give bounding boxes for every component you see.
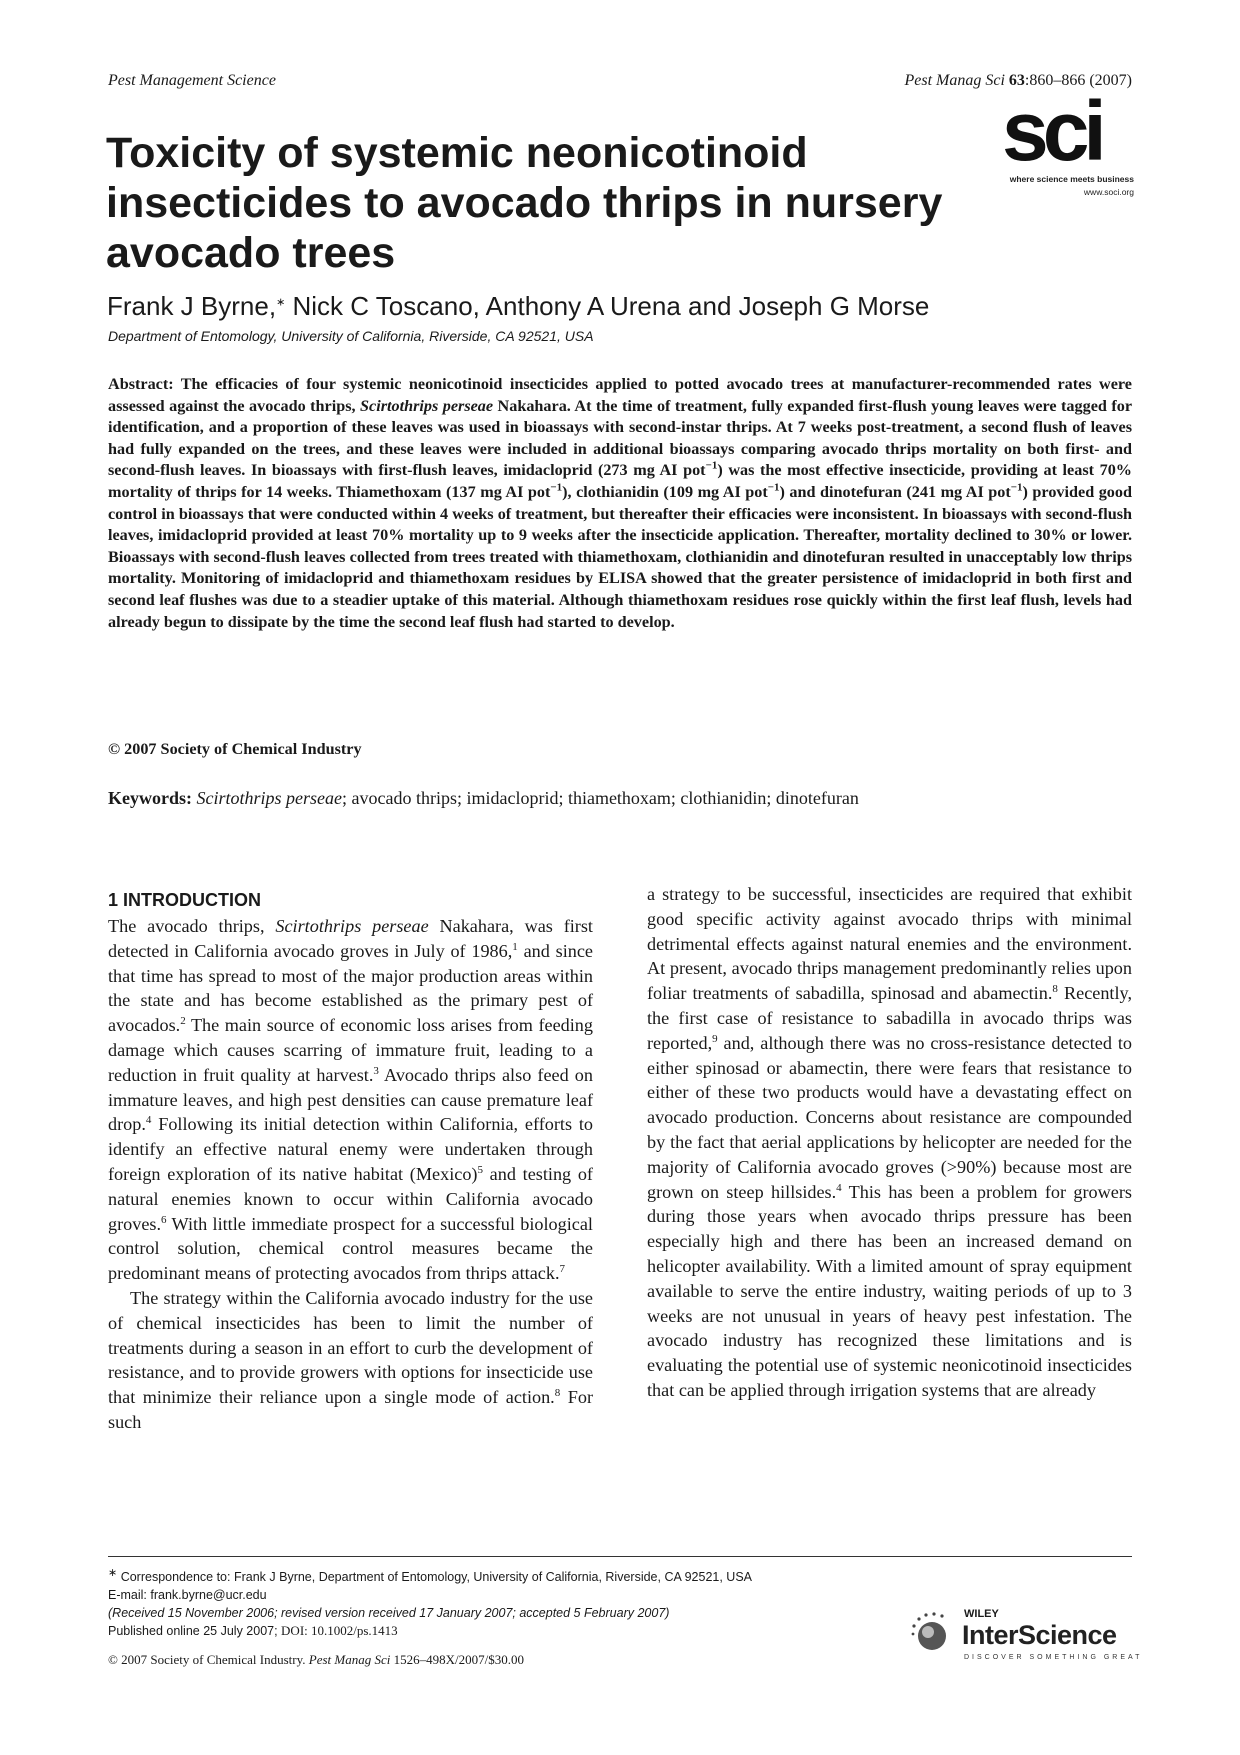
interscience-wordmark: InterScience [962,1620,1117,1650]
running-head [108,72,1132,96]
abstract-text-5: ) and dinotefuran (241 mg AI pot [779,482,1011,501]
abstract-label: Abstract: [108,375,174,393]
left-column [108,888,593,1435]
reference: 4 [836,1181,842,1194]
page-copyright [108,1652,524,1668]
published-line [108,1622,988,1640]
sci-logo [1000,84,1140,206]
exponent: −1 [705,459,718,472]
reference: 8 [1052,983,1058,996]
sci-logo-url: www.soci.org [1083,187,1134,197]
keywords-list: ; avocado thrips; imidacloprid; thiamethoxam; clothianidin; dinotefuran [342,788,859,808]
text: (Received 15 November 2006; revised version received 17 January 2007; accepted 5 February 2007) [108,1606,670,1620]
intro-paragraph-1 [108,914,593,1286]
abstract-text-2: Nakahara. At the time of treatment, fully expanded first-flush young leaves were tagged for identification, and a proportion of these leaves was used in bioassays with second-instar thrips. At 7 weeks post-treatment, a second flush of leaves had fully expanded on the trees, and these leaves were included in additional bioassays comparing avocado thrips mortality on both first- and second-flush leaves. In bioassays with first-flush leaves, imidacloprid (273 mg AI pot [108,396,1133,480]
text: The strategy within the California avocado industry for the use of chemical insecticides has been to limit the number of treatments during a season in an effort to curb the development of resistance, and to provide growers with options for insecticide use that minimize their reliance upon a single mode of action. [108,1287,593,1408]
doi-link[interactable]: DOI: 10.1002/ps.1413 [281,1623,398,1638]
exponent: −1 [1010,481,1023,494]
reference: 2 [180,1015,186,1028]
section-heading: 1 INTRODUCTION [108,890,261,910]
author-list [107,290,1137,322]
abstract-copyright: © 2007 Society of Chemical Industry [108,740,362,758]
text: Published online 25 July 2007; [108,1624,282,1638]
text: a strategy to be successful, insecticides are required that exhibit good specific activity against avocado thrips with minimal detrimental effects against natural enemies and the environment. At present, avocado thrips management predominantly relies upon foliar treatments of sabadilla, spinosad and abamectin. [647,884,1132,1004]
footnote-rule [108,1556,1132,1557]
received-dates [108,1604,988,1622]
abstract-species: Scirtothrips perseae [360,396,494,415]
text: Following its initial detection within California, efforts to identify an effective natural enemy were undertaken through foreign exploration of its native habitat (Mexico) [108,1114,593,1184]
text: Correspondence to: Frank J Byrne, Department of Entomology, University of California, Riverside, CA 92521, USA [117,1570,752,1584]
text: This has been a problem for growers during those years when avocado thrips pressure has been especially high and there has been an increased demand on helicopter availability. With a limited amount of spray equipment available to serve the entire industry, waiting periods of up to 3 weeks are not unusual in years of heavy pest infestation. The avocado industry has recognized these limitations and is evaluating the potential use of systemic neonicotinoid insecticides that can be applied through irrigation systems that are already [647,1181,1132,1400]
reference: 1 [512,940,518,953]
exponent: −1 [550,481,563,494]
right-column [647,882,1132,1403]
authors-first: Frank J Byrne, [107,291,277,321]
reference: 9 [712,1032,718,1045]
text: Recently, the first case of resistance to sabadilla in avocado thrips was reported, [647,983,1132,1053]
species-name: Scirtothrips perseae [275,916,429,936]
corresponding-author-mark: ∗ [108,1566,118,1579]
text: Avocado thrips also feed on immature leaves, and high pest densities can cause premature leaf drop. [108,1064,593,1135]
text: For such [108,1387,593,1432]
article-title: Toxicity of systemic neonicotinoid insecticides to avocado thrips in nursery avocado trees [106,129,943,277]
reference: 3 [373,1064,379,1077]
text: © 2007 Society of Chemical Industry. [108,1652,309,1667]
reference: 6 [161,1213,167,1226]
exponent: −1 [767,481,780,494]
text: The avocado thrips, [108,916,276,936]
journal-abbrev: Pest Manag Sci [308,1652,391,1667]
footnotes [108,1568,988,1640]
abstract-text-1: The efficacies of four systemic neonicotinoid insecticides applied to potted avocado trees at manufacturer-recommended rates were assessed against the avocado thrips, [108,375,1132,415]
journal-name: Pest Management Science [108,72,276,89]
text: 1526–498X/2007/$30.00 [390,1652,524,1667]
abstract-text-3: ) was the most effective insecticide, providing at least 70% mortality of thrips for 14 weeks. Thiamethoxam (137 mg AI pot [108,461,1132,501]
wiley-interscience-logo [910,1606,1143,1676]
interscience-tagline: DISCOVER SOMETHING GREAT [964,1654,1143,1661]
authors-rest: Nick C Toscano, Anthony A Urena and Joseph G Morse [285,291,930,321]
citation-pages: :860–866 (2007) [1024,72,1132,89]
reference: 4 [145,1114,152,1127]
intro-paragraph-2 [108,1286,593,1435]
abstract [108,374,1132,633]
text: and since that time has spread to most of the major production areas within the state and has become established as the primary pest of avocados. [108,940,593,1036]
text: With little immediate prospect for a successful biological control solution, chemical control measures became the predominant means of protecting avocados from thrips attack. [108,1213,593,1284]
abstract-text-4: ), clothianidin (109 mg AI pot [562,482,768,501]
keywords-label: Keywords: [108,788,192,808]
citation-volume: 63 [1008,72,1025,89]
text: The main source of economic loss arises from feeding damage which causes scarring of immature fruit, leading to a reduction in fruit quality at harvest. [108,1015,593,1085]
text: and testing of natural enemies known to occur within California avocado groves. [108,1163,593,1234]
wiley-mark: WILEY [964,1608,999,1620]
keyword-species: Scirtothrips perseae [196,788,342,808]
keywords [108,788,1132,809]
text: Nakahara, was first detected in California avocado groves in July of 1986, [108,916,593,961]
globe-icon [910,1612,954,1656]
sci-logo-tagline: where science meets business [1009,174,1134,184]
sci-logo-mark: sci [1002,84,1101,178]
correspondence-note [108,1568,988,1586]
text: and, although there was no cross-resistance detected to either spinosad or abamectin, there were fears that resistance to either of these two products would have a devastating effect on avocado production. Concerns about resistance are compounded by the fact that aerial applications by helicopter are needed for the majority of California avocado groves (>90%) because most are grown on steep hillsides. [647,1032,1132,1202]
reference: 8 [554,1387,561,1400]
abstract-text-6: ) provided good control in bioassays that were conducted within 4 weeks of treatment, but thereafter their efficacies were inconsistent. In bioassays with second-flush leaves, imidacloprid provided at least 70% mortality up to 9 weeks after the insecticide application. Thereafter, mortality declined to 30% or lower. Bioassays with second-flush leaves collected from trees treated with thiamethoxam, clothianidin and dinotefuran resulted in unacceptably low thrips mortality. Monitoring of imidacloprid and thiamethoxam residues by ELISA showed that the greater persistence of imidacloprid in both first and second leaf flushes was due to a steadier uptake of this material. Although thiamethoxam residues rose quickly within the first leaf flush, levels had already begun to dissipate by the time the second leaf flush had started to develop. [108,482,1132,631]
citation-journal: Pest Manag Sci [904,72,1005,89]
reference: 5 [477,1163,483,1176]
affiliation: Department of Entomology, University of California, Riverside, CA 92521, USA [108,328,594,344]
email-link[interactable]: E-mail: frank.byrne@ucr.edu [108,1588,267,1602]
corresponding-author-mark: ∗ [276,296,286,309]
intro-paragraph-2-cont [647,882,1132,1403]
reference: 7 [559,1263,566,1276]
